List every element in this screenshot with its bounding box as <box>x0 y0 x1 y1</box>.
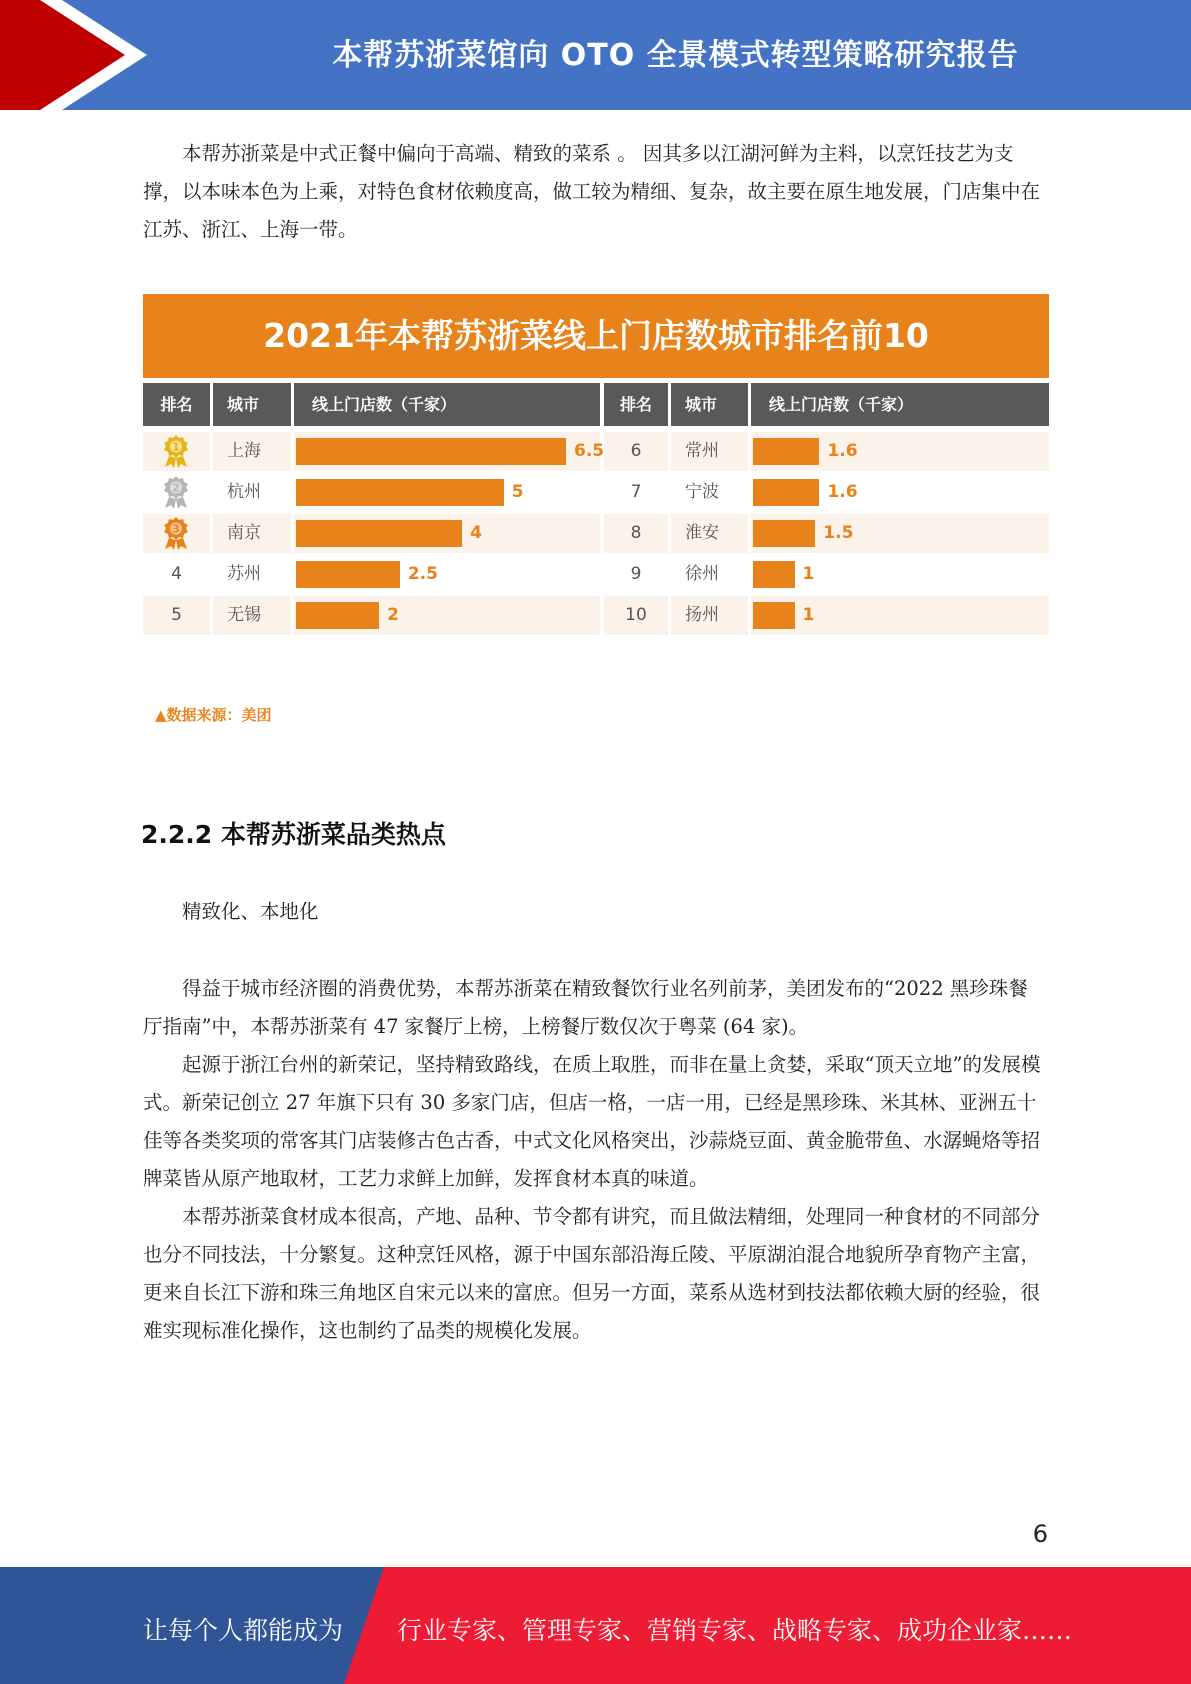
rank-label: 10 <box>625 605 647 625</box>
bar <box>753 438 819 465</box>
city-label: 徐州 <box>685 564 719 584</box>
bar <box>753 561 795 588</box>
rank-label: 5 <box>171 605 182 625</box>
bar-value-label: 2.5 <box>407 564 438 584</box>
medal-rank-label: 3 <box>172 522 180 536</box>
page-header <box>0 0 1191 110</box>
city-label: 苏州 <box>227 564 261 584</box>
section-heading: 2.2.2 本帮苏浙菜品类热点 <box>141 820 446 849</box>
row-bg <box>751 596 1049 635</box>
city-label: 常州 <box>685 441 719 461</box>
city-label: 无锡 <box>227 605 261 625</box>
city-label: 南京 <box>227 523 261 543</box>
rank-label: 8 <box>630 523 642 543</box>
bar <box>753 479 819 506</box>
bar-value-label: 6.5 <box>574 441 605 461</box>
bar-value-label: 1.6 <box>827 482 858 502</box>
medal-rank-label: 1 <box>172 440 180 454</box>
data-source-note: ▲数据来源：美团 <box>155 706 272 724</box>
medal-icon <box>161 475 191 509</box>
bar <box>296 561 400 588</box>
bar-value-label: 1 <box>802 605 815 625</box>
section-paragraph-1: 得益于城市经济圈的消费优势，本帮苏浙菜在精致餐饮行业名列前茅，美团发布的“2022 黑珍珠餐厅指南”中，本帮苏浙菜有 47 家餐厅上榜，上榜餐厅数仅次于粤菜 (64 家)。 <box>143 977 1028 1038</box>
header-city-right: 城市 <box>671 383 748 426</box>
page-footer <box>0 1567 1191 1684</box>
rank-label: 9 <box>630 564 642 584</box>
bar-value-label: 1.5 <box>823 523 854 543</box>
footer-slogan-right: 行业专家、管理专家、营销专家、战略专家、成功企业家…… <box>397 1616 1073 1645</box>
ranking-chart <box>143 294 1049 642</box>
bar <box>753 602 795 629</box>
city-label: 上海 <box>227 441 261 461</box>
bar-value-label: 1.6 <box>827 441 858 461</box>
header-title: 本帮苏浙菜馆向 OTO 全景模式转型策略研究报告 <box>332 38 1019 73</box>
rank-label: 4 <box>171 564 182 584</box>
bar-value-label: 4 <box>470 523 482 543</box>
intro-paragraph: 本帮苏浙菜是中式正餐中偏向于高端、精致的菜系 。 因其多以江湖河鲜为主料，以烹饪技艺为支撑，以本味本色为上乘，对特色食材依赖度高，做工较为精细、复杂，故主要在原生地发展，门店集中在江苏、浙江、上海一带。 <box>143 142 1041 241</box>
header-rank: 排名 <box>143 383 210 426</box>
section-paragraph-3: 本帮苏浙菜食材成本很高，产地、品种、节令都有讲究，而且做法精细，处理同一种食材的不同部分也分不同技法，十分繁复。这种烹饪风格，源于中国东部沿海丘陵、平原湖泊混合地貌所孕育物产主富，更来自长江下游和珠三角地区自宋元以来的富庶。但另一方面，菜系从选材到技法都依赖大厨的经验，很难实现标准化操作，这也制约了品类的规模化发展。 <box>143 1205 1041 1342</box>
header-arrow-decoration <box>0 0 160 110</box>
bar <box>296 520 462 547</box>
city-label: 杭州 <box>227 482 261 502</box>
header-value: 线上门店数（千家） <box>294 383 600 426</box>
footer-slogan-left: 让每个人都能成为 <box>143 1616 344 1645</box>
page-number: 6 <box>1032 1520 1048 1548</box>
header-value-right: 线上门店数（千家） <box>751 383 1049 426</box>
city-label: 淮安 <box>685 523 719 543</box>
city-label: 扬州 <box>685 605 719 625</box>
medal-icon <box>161 516 191 550</box>
bar <box>296 438 566 465</box>
medal-icon <box>161 434 191 468</box>
bar <box>296 602 379 629</box>
bar <box>753 520 815 547</box>
rank-label: 6 <box>630 441 642 461</box>
medal-rank-label: 2 <box>172 481 180 495</box>
bar-value-label: 1 <box>802 564 815 584</box>
bar-value-label: 5 <box>511 482 524 502</box>
rank-label: 7 <box>630 482 642 502</box>
header-rank-right: 排名 <box>604 383 668 426</box>
chart-title: 2021年本帮苏浙菜线上门店数城市排名前10 <box>143 294 1049 378</box>
bar <box>296 479 504 506</box>
section-paragraph-2: 起源于浙江台州的新荣记，坚持精致路线，在质上取胜，而非在量上贪婪，采取“顶天立地”的发展模式。新荣记创立 27 年旗下只有 30 多家门店，但店一格，一店一用，已经是黑珍珠、米其林、亚洲五十佳等各类奖项的常客其门店装修古色古香，中式文化风格突出，沙蒜烧豆面、黄金脆带鱼、水潺蝇烙等招牌菜皆从原产地取材，工艺力求鲜上加鲜，发挥食材本真的味道。 <box>143 1053 1041 1190</box>
header-city: 城市 <box>213 383 291 426</box>
bar-value-label: 2 <box>387 605 399 625</box>
section-subheading: 精致化、本地化 <box>182 900 319 923</box>
city-label: 宁波 <box>685 482 719 502</box>
